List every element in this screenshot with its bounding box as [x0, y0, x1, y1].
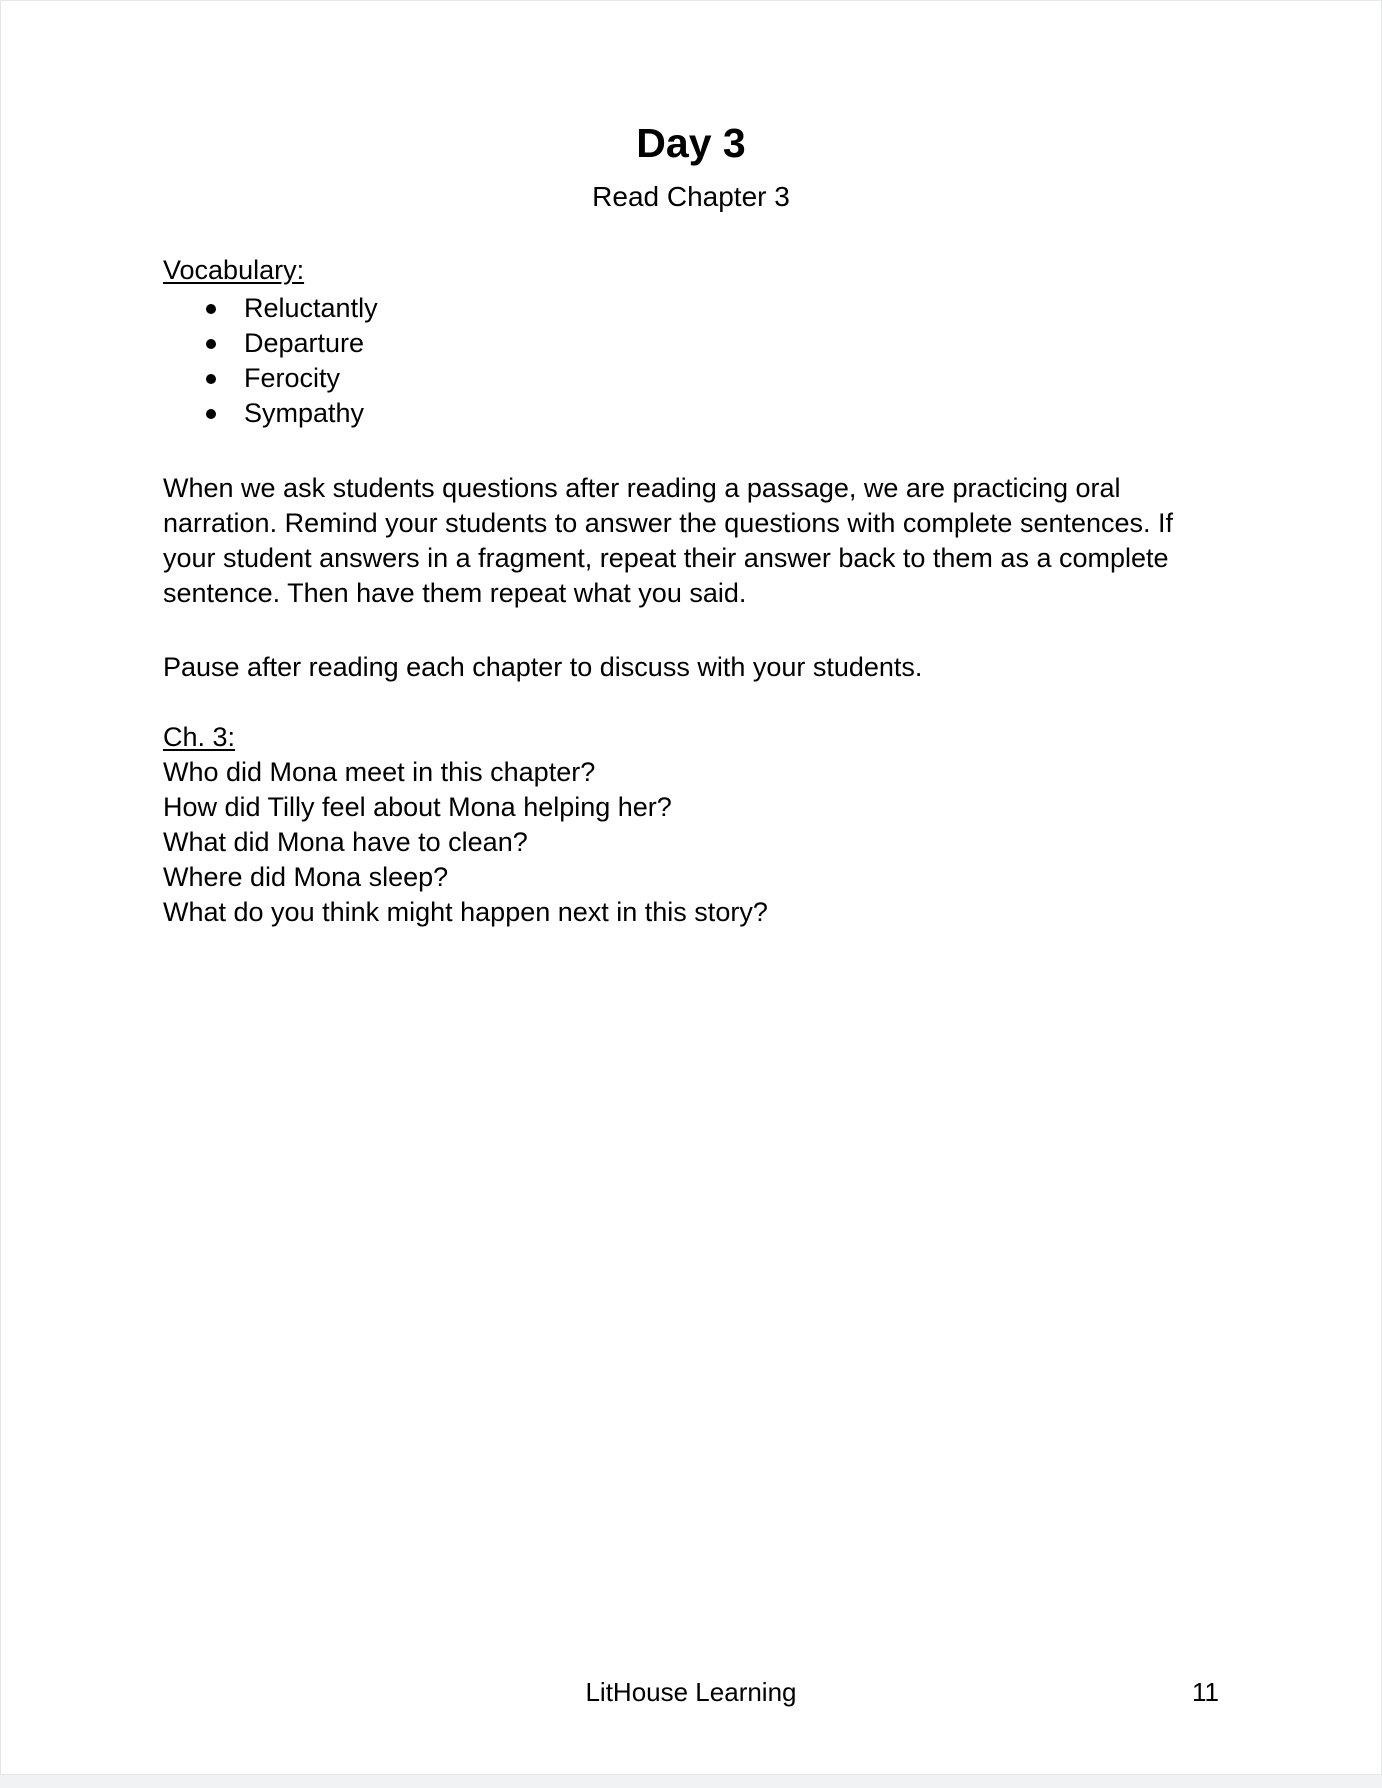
footer-page-number: 11: [1192, 1677, 1219, 1707]
paragraph-line: your student answers in a fragment, repeat their answer back to them as a complete: [163, 543, 1169, 573]
vocabulary-list: [163, 291, 1219, 431]
page-title: Day 3: [636, 120, 746, 166]
vocabulary-word: Ferocity: [244, 363, 341, 393]
pause-note: Pause after reading each chapter to discuss with your students.: [163, 652, 923, 682]
bullet-icon: [206, 409, 216, 419]
vocabulary-heading: Vocabulary:: [163, 255, 305, 285]
page-content: [1, 1, 1381, 930]
bullet-icon: [206, 304, 216, 314]
question: What do you think might happen next in this story?: [163, 897, 768, 927]
bullet-icon: [206, 339, 216, 349]
list-item: [163, 396, 1219, 431]
paragraph-line: sentence. Then have them repeat what you said.: [163, 578, 747, 608]
question: Who did Mona meet in this chapter?: [163, 757, 596, 787]
chapter-heading: Ch. 3:: [163, 722, 236, 752]
chapter-questions: [163, 755, 1219, 930]
question: Where did Mona sleep?: [163, 862, 449, 892]
vocabulary-word: Reluctantly: [244, 293, 378, 323]
question: What did Mona have to clean?: [163, 827, 528, 857]
vocabulary-word: Departure: [244, 328, 365, 358]
list-item: [163, 291, 1219, 326]
vocabulary-word: Sympathy: [244, 398, 365, 428]
bullet-icon: [206, 374, 216, 384]
page-subtitle: Read Chapter 3: [592, 181, 790, 212]
paragraph-line: narration. Remind your students to answer the questions with complete sentences. If: [163, 508, 1174, 538]
page-footer: [163, 1675, 1219, 1710]
paragraph-line: When we ask students questions after reading a passage, we are practicing oral: [163, 473, 1121, 503]
list-item: [163, 361, 1219, 396]
question: How did Tilly feel about Mona helping her?: [163, 792, 672, 822]
narration-paragraph: [163, 471, 1219, 611]
list-item: [163, 326, 1219, 361]
footer-brand: LitHouse Learning: [585, 1677, 797, 1707]
